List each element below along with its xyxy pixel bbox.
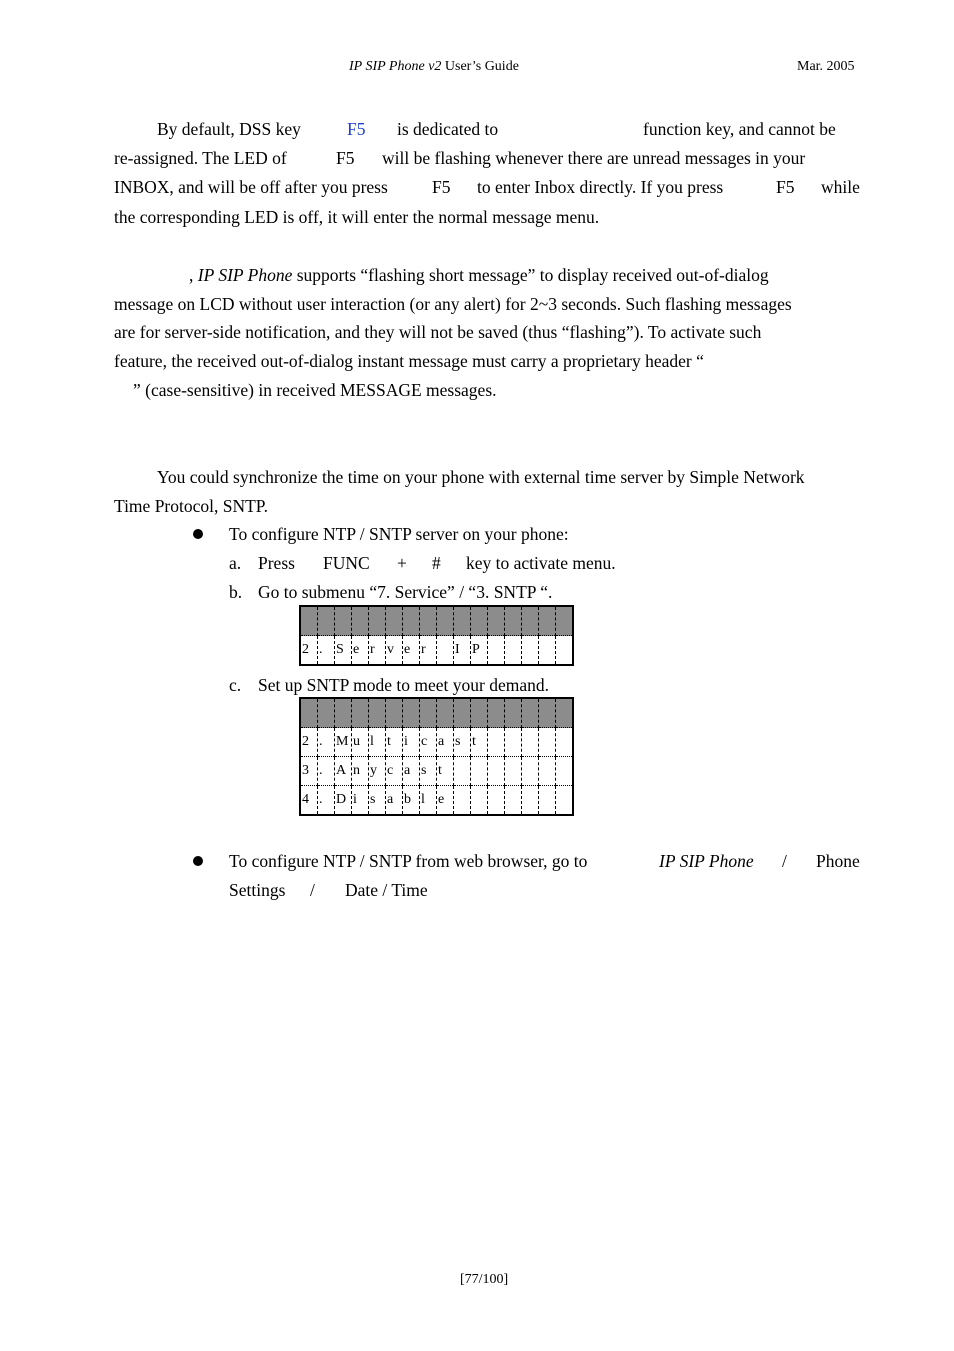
step-a-label: a. [229, 553, 242, 573]
lcd-row [300, 786, 573, 816]
step-a-plus: + [397, 553, 407, 573]
lcd-cell: n [352, 757, 369, 786]
lcd-cell: e [437, 786, 454, 816]
lcd-cell [556, 728, 574, 757]
step-c-label: c. [229, 675, 242, 695]
lcd-row [300, 636, 573, 666]
lcd-header-row [300, 606, 573, 636]
lcd-cell [539, 728, 556, 757]
bullet1-text: To configure NTP / SNTP server on your phone: [229, 524, 569, 544]
lcd-cell: s [420, 757, 437, 786]
lcd-cell [539, 786, 556, 816]
lcd-cell: . [318, 786, 335, 816]
lcd-cell [505, 728, 522, 757]
step-a-hash-key: # [432, 553, 441, 573]
lcd-cell [556, 636, 574, 666]
lcd-cell [471, 786, 488, 816]
step-c-text: Set up SNTP mode to meet your demand. [258, 675, 549, 695]
lcd-cell [437, 636, 454, 666]
bullet-dot-icon [193, 856, 203, 866]
lcd-cell [539, 757, 556, 786]
lcd-cell: l [420, 786, 437, 816]
lcd-cell [522, 757, 539, 786]
lcd-cell: y [369, 757, 386, 786]
para3-l2: Time Protocol, SNTP. [114, 496, 268, 516]
step-a-press: Press [258, 553, 295, 573]
para1-l3c: while [821, 177, 860, 197]
lcd-cell: A [335, 757, 352, 786]
lcd-cell: 2 [300, 636, 318, 666]
lcd-cell: D [335, 786, 352, 816]
lcd-header-row [300, 698, 573, 728]
para1-key-f5: F5 [347, 119, 366, 139]
lcd-cell: . [318, 728, 335, 757]
lcd-cell [454, 757, 471, 786]
lcd-cell: . [318, 636, 335, 666]
lcd-cell: c [386, 757, 403, 786]
lcd-cell [505, 757, 522, 786]
lcd-cell: e [403, 636, 420, 666]
lcd-cell: M [335, 728, 352, 757]
lcd-cell [471, 757, 488, 786]
para1-l3-key2: F5 [776, 177, 795, 197]
para2-l2: message on LCD without user interaction (or any alert) for 2~3 seconds. Such flashing messages [114, 294, 792, 314]
lcd-cell: a [386, 786, 403, 816]
para1-l3a: INBOX, and will be off after you press [114, 177, 388, 197]
lcd-cell [488, 757, 505, 786]
lcd-cell [505, 636, 522, 666]
lcd-cell: v [386, 636, 403, 666]
para1-l1c: function key, and cannot be [643, 119, 836, 139]
lcd-cell: r [420, 636, 437, 666]
lcd-cell [454, 786, 471, 816]
lcd-cell: 4 [300, 786, 318, 816]
para2-comma: , [189, 265, 194, 285]
lcd-display-sntp-menu [299, 605, 574, 666]
lcd-cell: 3 [300, 757, 318, 786]
lcd-cell: s [454, 728, 471, 757]
para2-l5: ” (case-sensitive) in received MESSAGE messages. [133, 380, 497, 400]
bullet2-slash2: / [310, 880, 315, 900]
lcd-cell [488, 636, 505, 666]
lcd-cell [488, 786, 505, 816]
lcd-cell: i [403, 728, 420, 757]
lcd-cell: e [352, 636, 369, 666]
step-a-rest: key to activate menu. [466, 553, 616, 573]
lcd-row [300, 728, 573, 757]
page-header-title [349, 59, 519, 75]
lcd-cell [505, 786, 522, 816]
lcd-cell: I [454, 636, 471, 666]
page-number: [77/100] [460, 1272, 509, 1287]
para1-l3b: to enter Inbox directly. If you press [477, 177, 724, 197]
lcd-cell: a [437, 728, 454, 757]
lcd-cell: t [386, 728, 403, 757]
lcd-cell: b [403, 786, 420, 816]
lcd-cell [556, 757, 574, 786]
lcd-cell: 2 [300, 728, 318, 757]
step-b-text: Go to submenu “7. Service” / “3. SNTP “. [258, 582, 553, 602]
para2-l4: feature, the received out-of-dialog instant message must carry a proprietary header “ [114, 351, 704, 371]
bullet2-product: IP SIP Phone [659, 851, 754, 871]
lcd-cell: S [335, 636, 352, 666]
para2-l3: are for server-side notification, and they will not be saved (thus “flashing”). To activate such [114, 322, 762, 342]
para1-l2a: re-assigned. The LED of [114, 148, 287, 168]
lcd-cell: r [369, 636, 386, 666]
para1-l4: the corresponding LED is off, it will enter the normal message menu. [114, 207, 600, 227]
step-a-func-key: FUNC [323, 553, 370, 573]
para1-l2b: will be flashing whenever there are unread messages in your [382, 148, 806, 168]
bullet2-slash1: / [782, 851, 787, 871]
lcd-cell [522, 728, 539, 757]
step-b-label: b. [229, 582, 243, 602]
para1-l2-key: F5 [336, 148, 355, 168]
para1-l3-key: F5 [432, 177, 451, 197]
lcd-cell: P [471, 636, 488, 666]
para2-l1-rest: supports “flashing short message” to display received out-of-dialog [296, 265, 769, 285]
para1-l1b: is dedicated to [397, 119, 499, 139]
lcd-row [300, 757, 573, 786]
bullet2-datetime: Date / Time [345, 880, 428, 900]
lcd-cell: a [403, 757, 420, 786]
lcd-cell: t [471, 728, 488, 757]
lcd-cell [556, 786, 574, 816]
lcd-cell: u [352, 728, 369, 757]
para2-product: IP SIP Phone [197, 265, 293, 285]
bullet2-phone: Phone [816, 851, 860, 871]
lcd-cell: i [352, 786, 369, 816]
para3-l1: You could synchronize the time on your phone with external time server by Simple Network [157, 467, 805, 487]
lcd-cell [488, 728, 505, 757]
lcd-cell [522, 786, 539, 816]
header-title-rest: User’s Guide [441, 59, 519, 74]
bullet2-l1a: To configure NTP / SNTP from web browser, go to [229, 851, 588, 871]
lcd-cell: c [420, 728, 437, 757]
lcd-cell: s [369, 786, 386, 816]
header-title-italic: IP SIP Phone v2 [349, 59, 442, 74]
lcd-cell: . [318, 757, 335, 786]
lcd-cell [539, 636, 556, 666]
lcd-cell: l [369, 728, 386, 757]
para2-l1 [189, 265, 769, 286]
bullet2-settings: Settings [229, 880, 286, 900]
bullet-dot-icon [193, 529, 203, 539]
lcd-display-sntp-mode [299, 697, 574, 816]
lcd-cell [522, 636, 539, 666]
page-header-date: Mar. 2005 [797, 59, 855, 74]
lcd-cell: t [437, 757, 454, 786]
para1-l1a: By default, DSS key [157, 119, 301, 139]
